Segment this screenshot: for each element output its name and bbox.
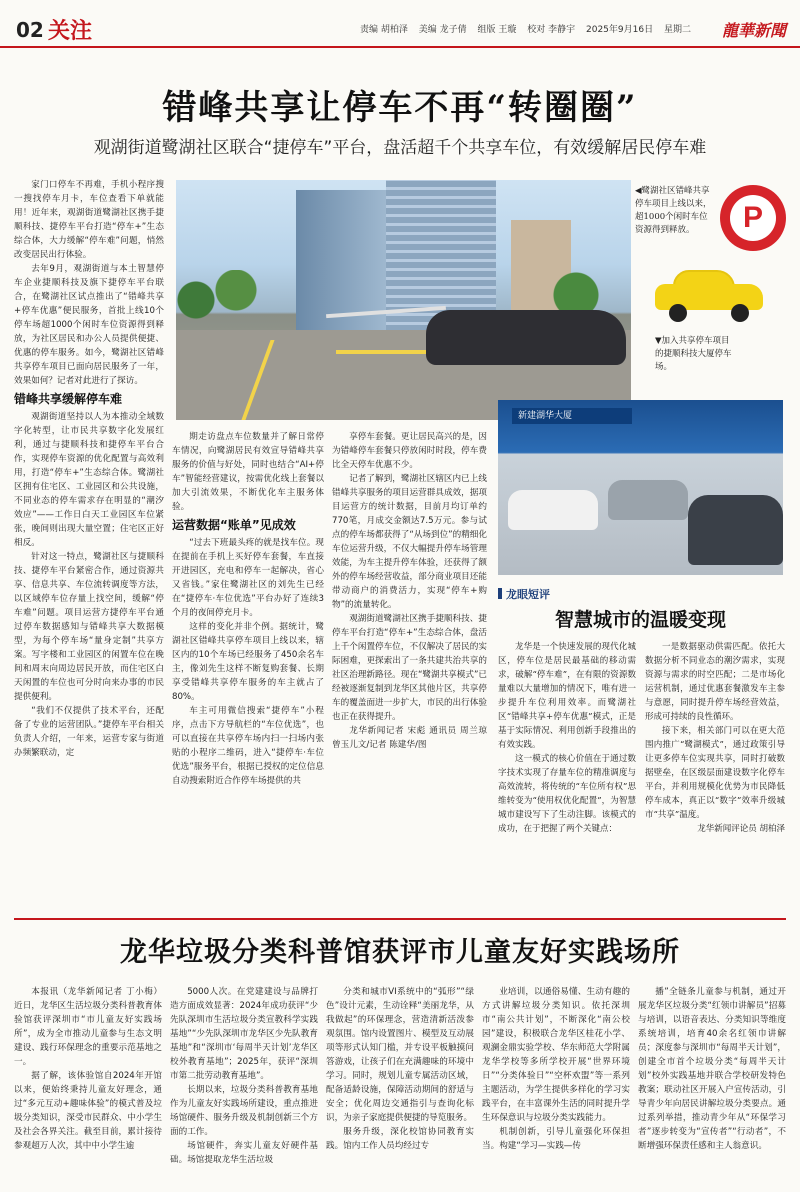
paragraph: 接下来，相关部门可以在更大范围内推广“鹭湖模式”，通过政策引导让更多停车位实现共享，同时打破数据壁垒，在区级层面建设数字化停车平台，并利用规模化优势为市民降低停车成本，真正以“数字”效率升级城市“共享”温度。: [645, 726, 785, 820]
newspaper-logo: 龍華新聞: [721, 21, 786, 40]
page-number: 02: [16, 18, 44, 42]
paragraph: 机制创新，引导儿童强化环保担当。构建“学习—实践—传: [482, 1127, 630, 1151]
article2-column-5: [638, 985, 786, 1185]
page-header: [0, 0, 800, 48]
article-column-3: [332, 430, 487, 912]
meta-item: 美编 龙子倩: [418, 25, 467, 35]
paragraph: 一是数据驱动供需匹配。依托大数据分析不同业态的潮汐需求，实现资源与需求的时空匹配；二是市场化运营机制，通过优惠套餐激发车主参与意愿，同时提升停车场经营效益，形成可持续的良性循环。: [645, 642, 785, 722]
commentary-label: 龙眼短评: [498, 586, 550, 602]
article2-column-3: [326, 985, 474, 1185]
photo-caption: ◀鹭湖社区错峰共享停车项目上线以来，超1000个闲时车位资源得到释放。: [635, 186, 712, 235]
section-divider: [14, 918, 786, 920]
paragraph: 享停车套餐。更让居民高兴的是，因为错峰停车套餐只停放闲时时段，停车费比全天停车优惠不少。: [332, 432, 487, 470]
article2-column-1: [14, 985, 162, 1185]
meta-item: 责编 胡柏泽: [360, 25, 408, 35]
paragraph: 本报讯（龙华新闻记者 丁小梅）近日，龙华区生活垃圾分类科普教育体验馆获评深圳市“市儿童友好实践场所”，成为全市推动儿童参与生态文明建设、践行环保理念的重要示范基地之一。: [14, 987, 162, 1067]
paragraph: 龙华是一个快速发展的现代化城区，停车位是居民最基础的移动需求，破解“停车难”，在有限的资源数量难以大量增加的情况下，唯有进一步提升车位利用效率。而鹭湖社区“错峰共享+停车优惠”模式，正是基于实际情况、利用创新手段推出的有效实践。: [498, 642, 636, 750]
meta-item: 组版 王璇: [477, 25, 517, 35]
paragraph: 去年9月，观湖街道与本土智慧停车企业捷顺科技及旗下捷停车平台联合，在鹭湖社区试点推出了“错峰共享+停车优惠”便民服务，首批上线10个停车场超1000个闲时车位资源得到释放，为社区居民和办公人员提供便捷、优惠的停车服务。如今，鹭湖社区错峰共享停车项目已面向居民服务了一年，效果如何？记者对此进行了探访。: [14, 264, 164, 386]
article-column-2: [172, 430, 324, 912]
headline-waste-museum: 龙华垃圾分类科普馆获评市儿童友好实践场所: [120, 937, 680, 968]
article2-column-4: [482, 985, 630, 1185]
commentary-title: 智慧城市的温暖变现: [554, 609, 726, 631]
paragraph: 针对这一特点，鹭湖社区与捷顺科技、捷停车平台紧密合作，通过资源共享、信息共享、车位流转调度等方法，以区域停车位存量上找空间，缓解“停车难”问题。项目运营方捷停车平台通过停车数据感知与错峰共享大数据模型，为每个停车场“量身定制”共享方案。写字楼和工业园区的闲置车位在晚间和周末向周边居民开放，而住宅区白天闲置的车位也可分时向来办事的市民提供便利。: [14, 552, 164, 702]
paragraph: 这一模式的核心价值在于通过数字技术实现了存量车位的精准调度与高效流转，将传统的“车位所有权”思维转变为“使用权优化配置”，为智慧城市建设写下了生动注脚。该模式的成功，在于把握了两个关键点：: [498, 754, 636, 834]
paragraph: 据了解，该体验馆自2024年开馆以来，便始终秉持儿童友好理念，通过“多元互动+趣味体验”的模式普及垃圾分类知识，深受市民群众、中小学生及社会各界关注。截至目前，累计接待参观超万人次，其中中小学生逾: [14, 1071, 162, 1151]
paragraph: 记者了解到，鹭湖社区辖区内已上线错峰共享服务的项目运营群具成效，据项目运营方的统计数据，目前月均订单约770笔，月成交金额达7.5万元。参与试点的停车场都获得了“从场到位”的精细化车位运营升级，不仅大幅提升停车场管理效能，为车主提升停车体验，还获得了额外的停车场经营收益，部分商业项目还能带动商户的消费活力，实现“停车+购物”的流量转化。: [332, 474, 487, 610]
paragraph: 车主可用微信搜索“捷停车”小程序，点击下方导航栏的“车位优选”，也可以直接在共享停车场内扫一扫场内张贴的小程序二维码，进入“捷停车·车位优选”服务平台，根据已授权的定位信息自动搜索附近合作停车场提供的共: [172, 706, 324, 786]
meta-item: 校对 李静宇: [527, 25, 576, 35]
paragraph: 期走访盘点车位数量并了解日常停车情况，向鹭湖居民有效宣导错峰共享服务的价值与好处，同时也结合“AI+停车”智能经营建议，按需优化线上套餐以加大引流效果，不断优化车主服务体验。: [172, 432, 324, 512]
parking-sign-icon: P: [720, 185, 786, 251]
paragraph: 服务升级，深化校馆协同教育实践。馆内工作人员均经过专: [326, 1127, 474, 1151]
paragraph: 这样的变化并非个例。据统计，鹭湖社区错峰共享停车项目上线以来，辖区内的10个车场已经服务了450余名车主，像刘先生这样不断复购套餐、长期享受错峰共享停车服务的车主就占了80%。: [172, 622, 324, 702]
paragraph: 5000人次。在党建建设与品牌打造方面成效显著：2024年成功获评“少先队深圳市生活垃圾分类宣教科学实践基地”“少先队深圳市龙华区少先队教育基地”和“深圳市‘每周半天计划’龙华区校外教育基地”；2025年，获评“深圳市第二批劳动教育基地”。: [170, 987, 318, 1081]
paragraph: “我们不仅提供了技术平台，还配备了专业的运营团队。”捷停车平台相关负责人介绍，一年来，运营专家与街道办频繁联动，定: [14, 706, 164, 758]
article2-column-2: [170, 985, 318, 1185]
garage-photo: [498, 400, 783, 575]
paragraph: 分类和城市VI系统中的“弧形”“绿色”设计元素，生动诠释“美丽龙华，从我做起”的环保理念，营造清新活泼参观氛围。馆内设置图片、模型及互动展项等形式认知门槛，并专设平板触摸问答游戏，让孩子们在充满趣味的环境中学习。同时，规划儿童专属活动区域，配备适龄设施，保障活动期间的舒适与安全；优化周边交通指引与查询化标识，为亲子家庭提供便捷的导览服务。: [326, 987, 474, 1123]
commentary-column-right: [645, 640, 785, 912]
paragraph: 观湖街道鹭湖社区携手捷顺科技、捷停车平台打造“停车+”生态综合体，盘活上千个闲置停车位，不仅解决了居民的实际困难，更探索出了一条共建共治共享的社区治理新路径。现在“鹭湖共享模式”已经被逐渐复制到龙华区其他片区，共享停车的覆盖面进一步扩大，市民的出行体验也正在获得提升。: [332, 614, 487, 722]
byline: 龙华新闻评论员 胡柏泽: [697, 824, 785, 834]
parking-lot-photo: [176, 180, 631, 420]
publish-date: 2025年9月16日: [586, 25, 654, 35]
car-icon: [655, 268, 763, 320]
photo-caption: ▼加入共享停车项目的捷顺科技大厦停车场。: [655, 336, 732, 372]
section-name: 关注: [48, 18, 93, 44]
weekday: 星期二: [663, 25, 691, 35]
paragraph: 播”全链条儿童参与机制，通过开展龙华区垃圾分类“红领巾讲解员”招募与培训，以语音表达、分类知识等维度系统培训，培育40余名红领巾讲解员；深度参与深圳市“每周半天计划”，创建全市首个垃圾分类“每周半天计划”校外实践基地并联合学校研发特色教案；联动社区开展入户宣传活动，引导青少年向居民讲解垃圾分类要点。通过系列举措，推动青少年从“环保学习者”逐步转变为“宣传者”“行动者”，不断增强环保责任感和主人翁意识。: [638, 987, 786, 1151]
paragraph: 场馆硬件，奔实儿童友好硬件基础。场馆提取龙华生活垃圾: [170, 1141, 318, 1165]
article-column-1: [14, 178, 164, 912]
paragraph: 业培训，以通俗易懂、生动有趣的方式讲解垃圾分类知识。依托深圳市“南公共计划”，不断深化“南公校园”建设，积极联合龙华区桂花小学、观澜金鼎实验学校、华东师范大学附属龙华学校等多所学校开展“世界环境日”“分类体验日”“空杯欢盟”等一系列主题活动，为学生提供多样化的学习实践平台，在丰富课外生活的同时提升学生环保意识与垃圾分类实践能力。: [482, 987, 630, 1123]
paragraph: “过去下班最头疼的就是找车位。现在提前在手机上买好停车套餐，车直接开进园区，充电和停车一起解决，省心又省钱。”家住鹭湖社区的刘先生已经在“捷停车·车位优选”平台办好了连续3个月的夜间停充月卡。: [172, 538, 324, 618]
editor-credits: [360, 22, 699, 35]
headline-parking: 错峰共享让停车不再“转圈圈”: [162, 88, 638, 128]
paragraph: 家门口停车不再难，手机小程序搜一搜找停车月卡，车位查看下单就能用！近年来，观湖街道鹭湖社区携手捷顺科技、捷停车平台打造“停车+”生态综合体，大力缓解“停车难”问题，悄然改变居民出行体验。: [14, 180, 164, 260]
commentary-column-left: [498, 640, 636, 912]
subheadline-parking: 观湖街道鹭湖社区联合“捷停车”平台，盘活超千个共享车位，有效缓解居民停车难: [93, 138, 707, 158]
subsection-heading: 错峰共享缓解停车难: [14, 392, 123, 406]
photo-sign-text: 新建湖华大厦: [512, 408, 632, 424]
byline: 龙华新闻记者 宋彪 通讯员 周兰琼 曾玉儿文/记者 陈建华/图: [332, 726, 487, 750]
paragraph: 观湖街道坚持以人为本推动全域数字化转型，让市民共享数字化发展红利，通过与捷顺科技和捷停车平台合作，实现停车资源的优化配置与高效利用，打造“停车+”生态综合体。鹭湖社区拥有住宅区、工业园区和公共设施，不同业态的停车需求存在明显的“潮汐效应”——工作日白天工业园区车位紧张，晚间则出现大量空置；住宅区正好相反。: [14, 412, 164, 548]
paragraph: 长期以来，垃圾分类科普教育基地作为儿童友好实践场所建设，重点推进场馆硬件、服务升级及机制创新三个方面的工作。: [170, 1085, 318, 1137]
subsection-heading: 运营数据“账单”见成效: [172, 518, 296, 532]
